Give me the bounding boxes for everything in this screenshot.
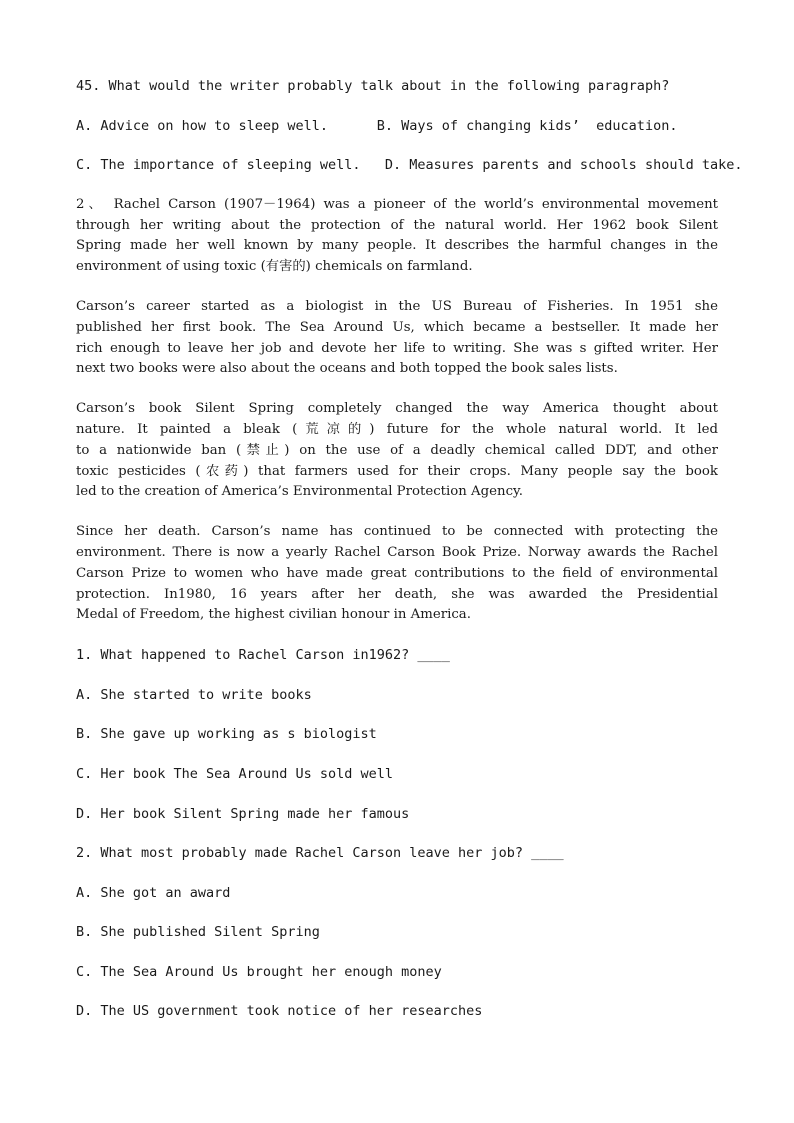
- question-1-text: 1. What happened to Rachel Carson in1962? ____: [76, 647, 450, 664]
- passage-line: 2、 Rachel Carson (1907－1964) was a pioneer of the world’s environmental movement: [76, 196, 718, 212]
- passage-paragraph-1: [76, 195, 718, 278]
- question-2-option-c: C. The Sea Around Us brought her enough money: [76, 963, 442, 980]
- question-1-option-b: B. She gave up working as s biologist: [76, 726, 377, 743]
- question-1: [76, 645, 718, 824]
- question-45: [76, 76, 743, 176]
- passage-line: next two books were also about the oceans and both topped the book sales lists.: [76, 361, 618, 377]
- question-45-text: 45. What would the writer probably talk about in the following paragraph?: [76, 78, 670, 94]
- question-2-option-b: B. She published Silent Spring: [76, 924, 320, 941]
- question-1-option-d: D. Her book Silent Spring made her famous: [76, 805, 410, 822]
- passage-line: nature. It painted a bleak (荒凉的) future for the whole natural world. It led: [76, 421, 718, 437]
- passage-line: Carson’s career started as a biologist in the US Bureau of Fisheries. In 1951 she: [76, 298, 718, 314]
- question-2-text: 2. What most probably made Rachel Carson leave her job? ____: [76, 845, 564, 862]
- passage-line: Medal of Freedom, the highest civilian honour in America.: [76, 607, 471, 623]
- passage-line: led to the creation of America’s Environmental Protection Agency.: [76, 484, 524, 500]
- passage-paragraph-2: [76, 297, 718, 380]
- document-page: [76, 76, 743, 1022]
- passage-line: protection. In1980, 16 years after her death, she was awarded the Presidential: [76, 586, 718, 602]
- passage-line: toxic pesticides (农药) that farmers used for their crops. Many people say the book: [76, 463, 718, 479]
- passage-line: to a nationwide ban (禁止) on the use of a deadly chemical called DDT, and other: [76, 442, 718, 458]
- question-2-option-a: A. She got an award: [76, 884, 231, 901]
- question-1-option-a: A. She started to write books: [76, 686, 312, 703]
- passage-line: Carson’s book Silent Spring completely changed the way America thought about: [76, 401, 718, 417]
- question-2: [76, 843, 718, 1022]
- passage-line: through her writing about the protection of the natural world. Her 1962 book Silent: [76, 217, 718, 233]
- passage-line: rich enough to leave her job and devote her life to writing. She was s gifted writer. Her: [76, 340, 718, 356]
- passage-line: Carson Prize to women who have made great contributions to the field of environmental: [76, 565, 718, 581]
- passage-line: environment. There is now a yearly Rachel Carson Book Prize. Norway awards the Rachel: [76, 544, 718, 560]
- question-45-options-cd: C. The importance of sleeping well. D. Measures parents and schools should take.: [76, 157, 743, 174]
- question-2-option-d: D. The US government took notice of her researches: [76, 1003, 483, 1020]
- passage-paragraph-4: [76, 522, 718, 626]
- passage-line: Spring made her well known by many people. It describes the harmful changes in the: [76, 238, 718, 254]
- passage-paragraph-3: [76, 399, 718, 503]
- passage-line: environment of using toxic (有害的) chemicals on farmland.: [76, 259, 473, 275]
- passage-line: Since her death. Carson’s name has continued to be connected with protecting the: [76, 524, 718, 540]
- question-1-option-c: C. Her book The Sea Around Us sold well: [76, 765, 393, 782]
- passage-line: published her first book. The Sea Around Us, which became a bestseller. It made her: [76, 319, 718, 335]
- question-45-options-ab: A. Advice on how to sleep well. B. Ways of changing kids’ education.: [76, 117, 678, 134]
